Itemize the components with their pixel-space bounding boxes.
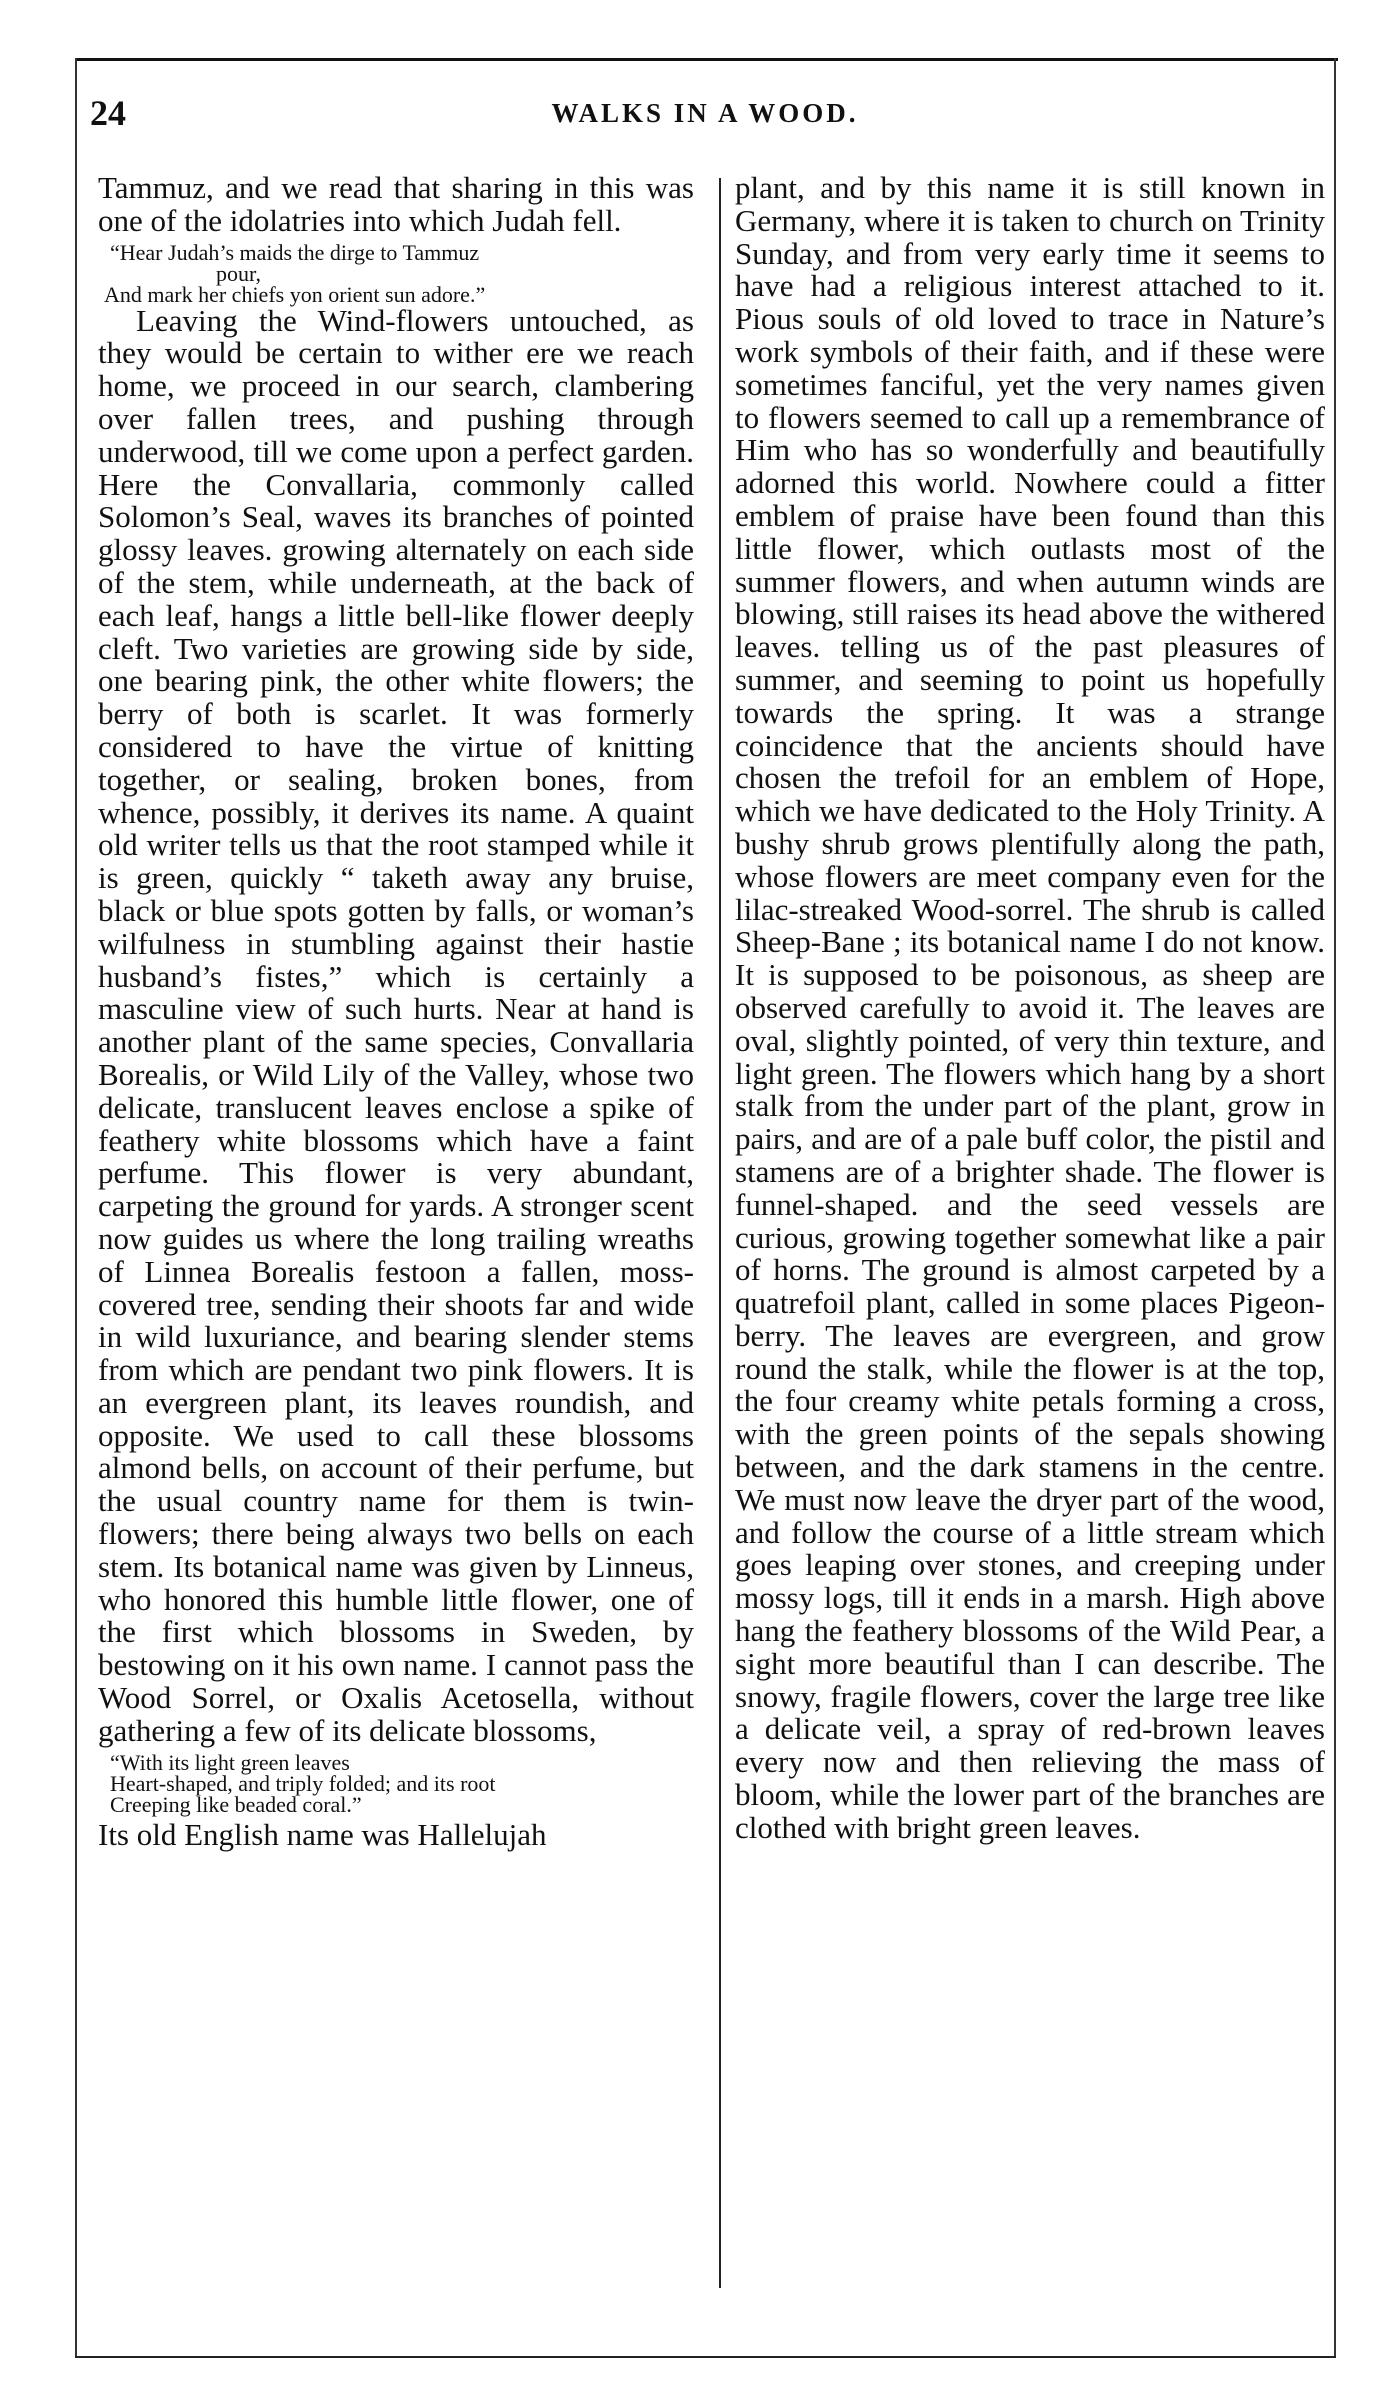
bottom-rule: [75, 2356, 1336, 2358]
left-column: [98, 172, 694, 1851]
running-title: WALKS IN A WOOD.: [551, 98, 859, 128]
left-paragraph-2: Leaving the Wind-flowers untouched, as they would be certain to wither ere we reach home, we proceed in our search, clambering over fallen trees, and pushing through underwood, till we come upon a perfect garden. Here the Convallaria, commonly called Solomon’s Seal, waves its branches of pointed glossy leaves. growing alternately on each side of the stem, while underneath, at the back of each leaf, hangs a little bell-like flower deeply cleft. Two varieties are growing side by side, one bearing pink, the other white flowers; the berry of both is scarlet. It was formerly considered to have the virtue of knitting together, or sealing, broken bones, from whence, possibly, it derives its name. A quaint old writer tells us that the root stamped while it is green, quickly “ taketh away any bruise, black or blue spots gotten by falls, or woman’s wilfulness in stumbling against their hastie husband’s fistes,” which is certainly a masculine view of such hurts. Near at hand is another plant of the same species, Convallaria Borealis, or Wild Lily of the Valley, whose two delicate, translucent leaves enclose a spike of feathery white blossoms which have a faint perfume. This flower is very abundant, carpeting the ground for yards. A stronger scent now guides us where the long trailing wreaths of Linnea Borealis festoon a fallen, moss-covered tree, sending their shoots far and wide in wild luxuriance, and bearing slender stems from which are pendant two pink flowers. It is an evergreen plant, its leaves roundish, and opposite. We used to call these blossoms almond bells, on account of their perfume, but the usual country name for them is twin-flowers; there being always two bells on each stem. Its botanical name was given by Linneus, who honored this humble little flower, one of the first which blossoms in Sweden, by bestowing on it his own name. I cannot pass the Wood Sorrel, or Oxalis Acetosella, without gathering a few of its delicate blossoms,: [98, 302, 694, 1748]
verse-line: pour,: [216, 260, 261, 286]
verse-quote-1: [98, 239, 694, 307]
verse-line: “Hear Judah’s maids the dirge to Tammuz: [110, 239, 480, 265]
left-paragraph-1: Tammuz, and we read that sharing in this was one of the idolatries into which Judah fell.: [98, 170, 694, 238]
right-column: [735, 172, 1325, 1845]
right-frame-rule: [1334, 58, 1336, 2358]
page-header: [90, 92, 1320, 132]
column-divider: [719, 178, 721, 2288]
verse-line: Creeping like beaded coral.”: [110, 1791, 362, 1817]
verse-line: Heart-shaped, and triply folded; and its root: [110, 1770, 496, 1796]
verse-line: And mark her chiefs yon orient sun adore.”: [104, 281, 486, 307]
page-number: 24: [90, 93, 126, 133]
top-rule: [75, 58, 1338, 61]
left-paragraph-3: Its old English name was Hallelujah: [98, 1816, 547, 1852]
verse-quote-2: [98, 1749, 694, 1817]
left-frame-rule: [75, 58, 77, 2358]
right-paragraph-1: plant, and by this name it is still known in Germany, where it is taken to church on Trinity Sunday, and from very early time it seems to have had a religious interest attached to it. Pious souls of old loved to trace in Nature’s work symbols of their faith, and if these were sometimes fanciful, yet the very names given to flowers seemed to call up a remembrance of Him who has so wonderfully and beautifully adorned this world. Nowhere could a fitter emblem of praise have been found than this little flower, which outlasts most of the summer flowers, and when autumn winds are blowing, still raises its head above the withered leaves. telling us of the past pleasures of summer, and seeming to point us hopefully towards the spring. It was a strange coincidence that the ancients should have chosen the trefoil for an emblem of Hope, which we have dedicated to the Holy Trinity. A bushy shrub grows plentifully along the path, whose flowers are meet company even for the lilac-streaked Wood-sorrel. The shrub is called Sheep-Bane ; its botanical name I do not know. It is supposed to be poisonous, as sheep are observed carefully to avoid it. The leaves are oval, slightly pointed, of very thin texture, and light green. The flowers which hang by a short stalk from the under part of the plant, grow in pairs, and are of a pale buff color, the pistil and stamens are of a brighter shade. The flower is funnel-shaped. and the seed vessels are curious, growing together somewhat like a pair of horns. The ground is almost carpeted by a quatrefoil plant, called in some places Pigeon-berry. The leaves are evergreen, and grow round the stalk, while the flower is at the top, the four creamy white petals forming a cross, with the green points of the sepals showing between, and the dark stamens in the centre. We must now leave the dryer part of the wood, and follow the course of a little stream which goes leaping over stones, and creeping under mossy logs, till it ends in a marsh. High above hang the feathery blossoms of the Wild Pear, a sight more beautiful than I can describe. The snowy, fragile flowers, cover the large tree like a delicate veil, a spray of red-brown leaves every now and then relieving the mass of bloom, while the lower part of the branches are clothed with bright green leaves.: [735, 170, 1325, 1845]
verse-line: “With its light green leaves: [110, 1749, 350, 1775]
